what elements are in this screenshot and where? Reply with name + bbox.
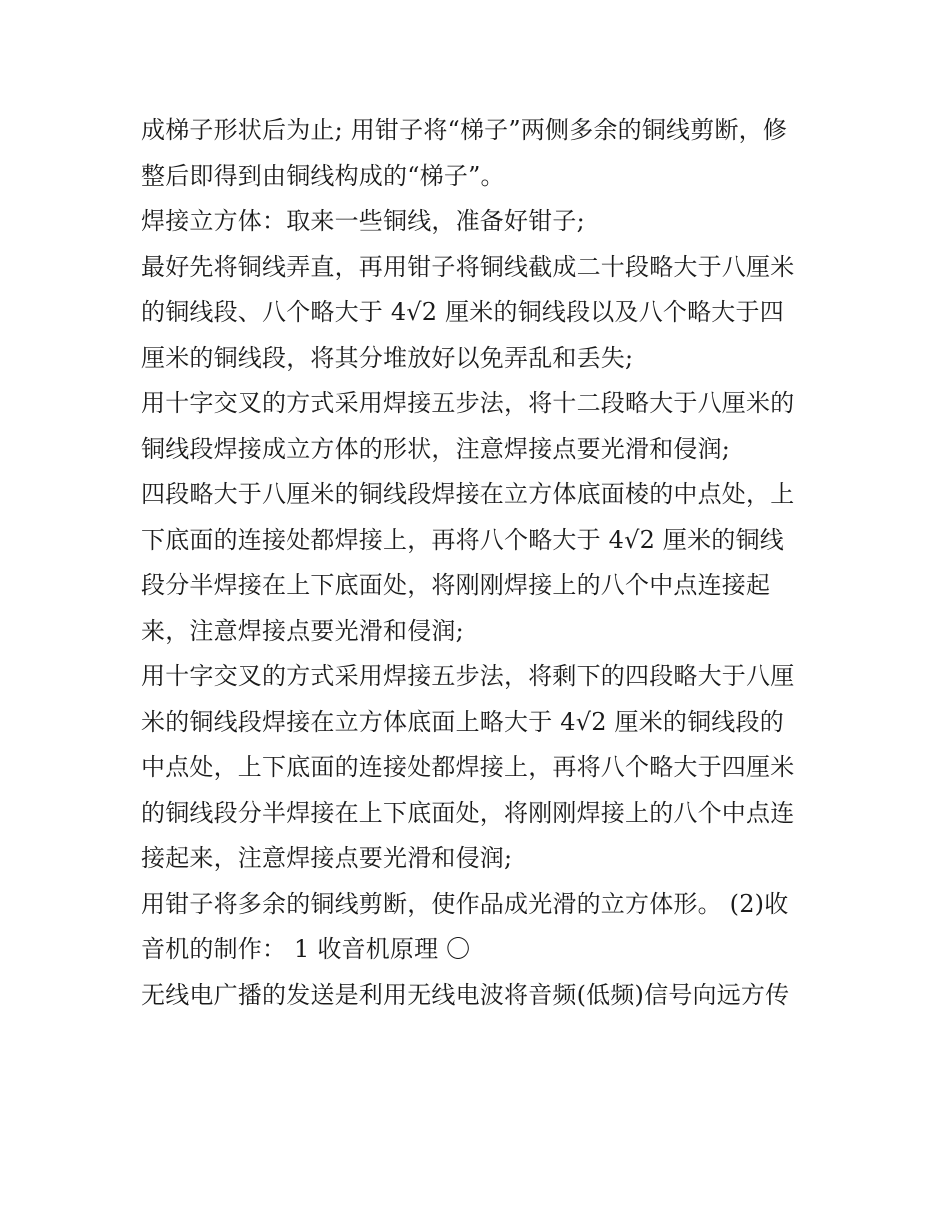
text-line: 下底面的连接处都焊接上，再将八个略大于 4√2 厘米的铜线 — [141, 525, 784, 554]
text-line: 四段略大于八厘米的铜线段焊接在立方体底面棱的中点处，上 — [141, 480, 795, 508]
paragraph-cut-segments — [141, 245, 821, 382]
text-line: 成梯子形状后为止; 用钳子将“梯子”两侧多余的铜线剪断，修 — [141, 116, 788, 144]
text-line: 无线电广播的发送是利用无线电波将音频(低频)信号向远方传 — [141, 980, 790, 1009]
paragraph-ladder-trim — [141, 108, 821, 199]
paragraph-radio-broadcast — [141, 973, 821, 1019]
text-line: 焊接立方体：取来一些铜线，准备好钳子; — [141, 207, 585, 235]
text-line: 接起来，注意焊接点要光滑和侵润; — [141, 844, 513, 872]
text-line: 整后即得到由铜线构成的“梯子”。 — [141, 161, 505, 190]
text-line: 的铜线段、八个略大于 4√2 厘米的铜线段以及八个略大于四 — [141, 298, 784, 326]
text-line: 米的铜线段焊接在立方体底面上略大于 4√2 厘米的铜线段的 — [141, 707, 784, 736]
text-line: 的铜线段分半焊接在上下底面处，将刚刚焊接上的八个中点连 — [141, 798, 795, 827]
document-body — [141, 108, 821, 1018]
text-line: 用十字交叉的方式采用焊接五步法，将剩下的四段略大于八厘 — [141, 662, 795, 690]
text-line: 用十字交叉的方式采用焊接五步法，将十二段略大于八厘米的 — [141, 389, 795, 417]
text-line: 铜线段焊接成立方体的形状，注意焊接点要光滑和侵润; — [141, 434, 731, 463]
text-line: 段分半焊接在上下底面处，将刚刚焊接上的八个中点连接起 — [141, 571, 771, 599]
text-line: 最好先将铜线弄直，再用钳子将铜线截成二十段略大于八厘米 — [141, 252, 795, 281]
text-line: 用钳子将多余的铜线剪断，使作品成光滑的立方体形。 (2)收 — [141, 889, 789, 918]
text-line: 厘米的铜线段，将其分堆放好以免弄乱和丢失; — [141, 343, 634, 372]
paragraph-weld-cube-frame — [141, 381, 821, 472]
paragraph-weld-remaining — [141, 654, 821, 882]
text-line: 中点处，上下底面的连接处都焊接上，再将八个略大于四厘米 — [141, 753, 795, 781]
text-line: 来，注意焊接点要光滑和侵润; — [141, 616, 464, 645]
text-line: 音机的制作： 1 收音机原理 〇 — [141, 935, 471, 963]
paragraph-finish-and-radio — [141, 882, 821, 973]
paragraph-cube-prep — [141, 199, 821, 245]
paragraph-weld-midpoints — [141, 472, 821, 654]
